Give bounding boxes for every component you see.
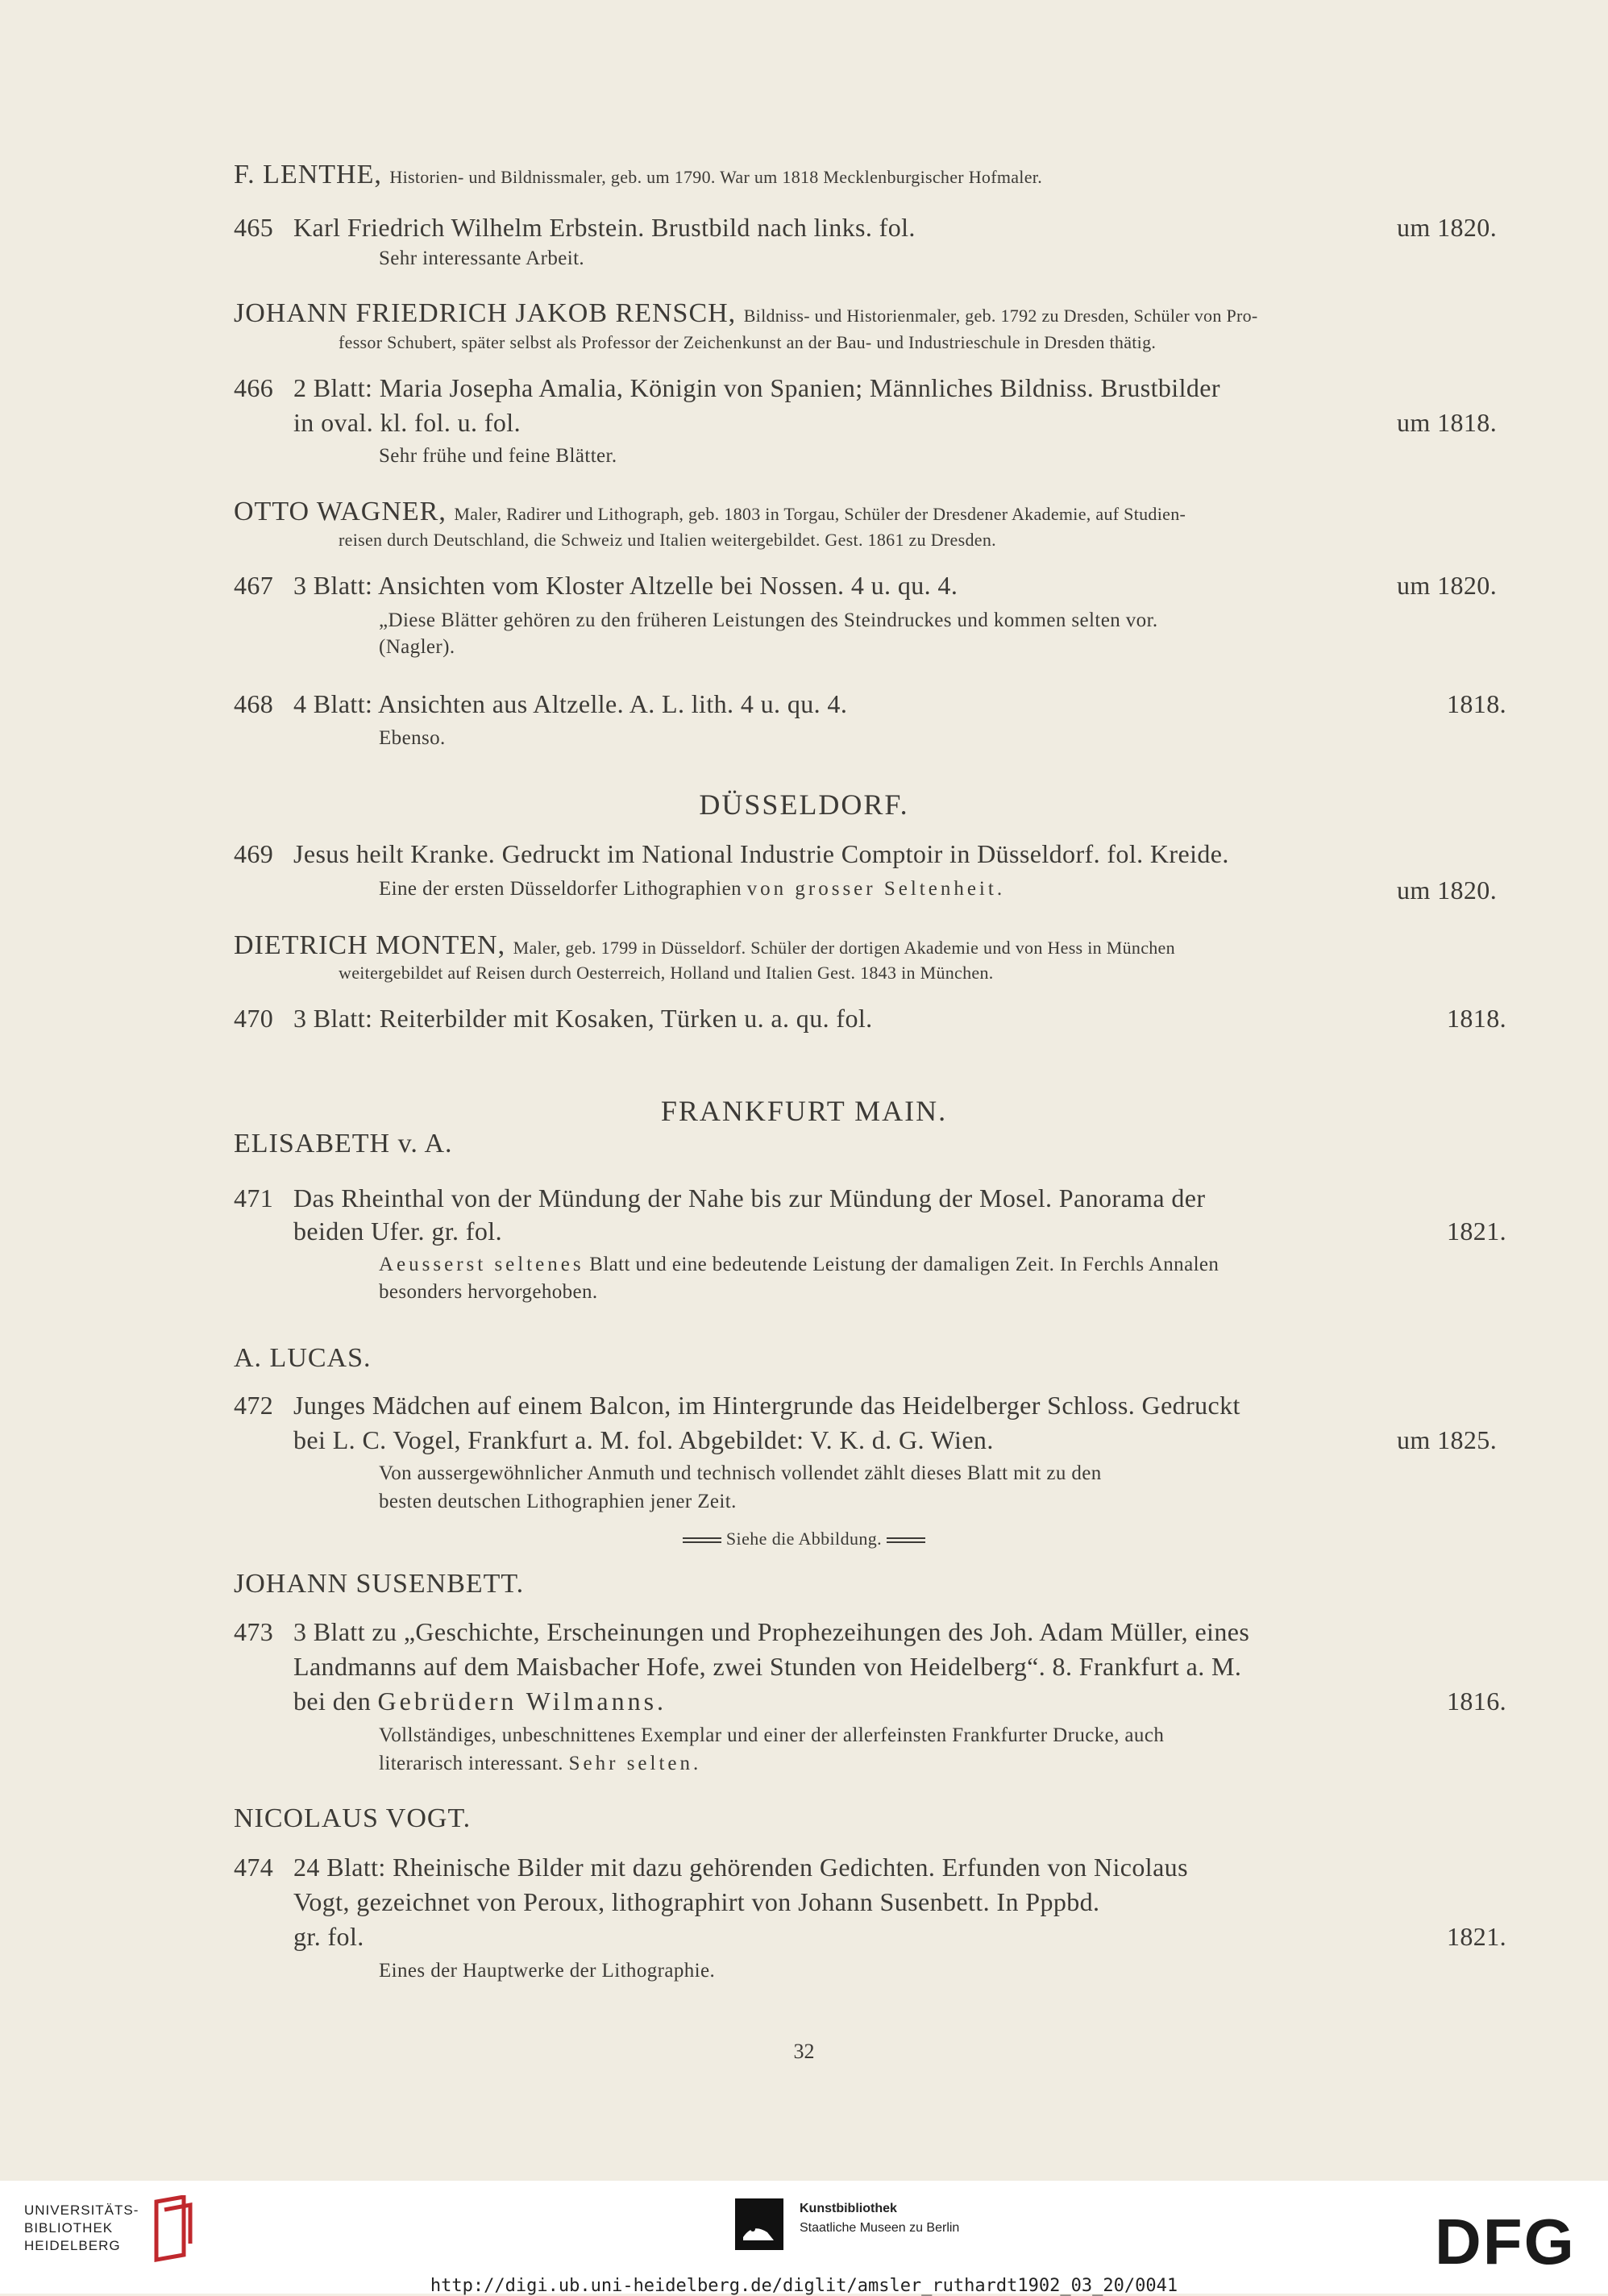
note-text: literarisch interessant. xyxy=(379,1753,563,1774)
note-text: Blatt und eine bedeutende Leistung der damaligen Zeit. In Ferchls Annalen xyxy=(589,1254,1220,1275)
entry-473-line2: Landmanns auf dem Maisbacher Hofe, zwei Stunden von Heidelberg“. 8. Frankfurt a. M. xyxy=(293,1652,1242,1681)
entry-465-note: Sehr interessante Arbeit. xyxy=(379,247,585,269)
entry-473-note-1: Vollständiges, unbeschnittenes Exemplar und einer der allerfeinsten Frankfurter Drucke, auch xyxy=(379,1724,1165,1746)
entry-473-date: 1816. xyxy=(1447,1687,1506,1716)
double-rule-right xyxy=(887,1537,925,1543)
entry-473-note-2 xyxy=(379,1753,701,1774)
uni-name-line-1: UNIVERSITÄTS- xyxy=(24,2202,139,2218)
artist-susenbett: JOHANN SUSENBETT. xyxy=(234,1569,525,1599)
entry-473 xyxy=(234,1619,1249,1645)
artist-name: OTTO WAGNER, xyxy=(234,497,447,526)
artist-bio: Historien- und Bildnissmaler, geb. um 1790. War um 1818 Mecklenburgischer Hofmaler. xyxy=(389,167,1043,187)
artist-monten-bio-cont: weitergebildet auf Reisen durch Oesterreich, Holland und Italien Gest. 1843 in München. xyxy=(339,963,994,983)
artist-rensch-bio-cont: fessor Schubert, später selbst als Professor der Zeichenkunst an der Bau- und Industrieschule in Dresden thätig. xyxy=(339,332,1157,352)
entry-number: 472 xyxy=(234,1391,274,1420)
kunstbibliothek-logo-icon[interactable] xyxy=(735,2198,783,2250)
entry-466-line2: in oval. kl. fol. u. fol. xyxy=(293,408,521,437)
note-emphasis: Sehr selten. xyxy=(568,1753,702,1774)
entry-474-line3: gr. fol. xyxy=(293,1922,364,1951)
entry-465 xyxy=(234,214,916,240)
entry-text: 4 Blatt: Ansichten aus Altzelle. A. L. lith. 4 u. qu. 4. xyxy=(293,689,848,718)
entry-text: 3 Blatt: Reiterbilder mit Kosaken, Türken u. a. qu. fol. xyxy=(293,1004,873,1033)
entry-465-date: um 1820. xyxy=(1397,213,1498,242)
section-heading-duesseldorf: DÜSSELDORF. xyxy=(699,788,909,821)
entry-number: 471 xyxy=(234,1183,274,1212)
kunstbibliothek-name: Kunstbibliothek xyxy=(800,2202,897,2215)
entry-473-line3 xyxy=(293,1688,667,1714)
entry-number: 467 xyxy=(234,571,274,600)
entry-text: Karl Friedrich Wilhelm Erbstein. Brustbild nach links. fol. xyxy=(293,213,916,242)
entry-text: bei den xyxy=(293,1687,372,1716)
entry-number: 473 xyxy=(234,1617,274,1646)
entry-470 xyxy=(234,1005,873,1031)
entry-number: 465 xyxy=(234,213,274,242)
entry-470-date: 1818. xyxy=(1447,1004,1506,1033)
entry-471-date: 1821. xyxy=(1447,1217,1506,1246)
see-illustration-note xyxy=(0,1530,1608,1548)
uni-name-line-2: BIBLIOTHEK xyxy=(24,2220,114,2236)
see-text: Siehe die Abbildung. xyxy=(725,1529,883,1549)
entry-text: Junges Mädchen auf einem Balcon, im Hintergrunde das Heidelberger Schloss. Gedruckt xyxy=(293,1391,1240,1420)
entry-469-date: um 1820. xyxy=(1397,876,1498,905)
section-heading-frankfurt: FRANKFURT MAIN. xyxy=(660,1095,948,1127)
entry-472-note-2: besten deutschen Lithographien jener Zeit. xyxy=(379,1491,737,1512)
entry-466-date: um 1818. xyxy=(1397,408,1498,437)
entry-471-note-1 xyxy=(379,1254,1219,1275)
entry-472-date: um 1825. xyxy=(1397,1425,1498,1454)
entry-emphasis: Gebrüdern Wilmanns. xyxy=(377,1687,667,1716)
entry-text: 24 Blatt: Rheinische Bilder mit dazu gehörenden Gedichten. Erfunden von Nicolaus xyxy=(293,1853,1188,1882)
entry-number: 468 xyxy=(234,689,274,718)
entry-468-date: 1818. xyxy=(1447,689,1506,718)
entry-467-note-2: (Nagler). xyxy=(379,636,455,658)
entry-text: 3 Blatt: Ansichten vom Kloster Altzelle bei Nossen. 4 u. qu. 4. xyxy=(293,571,958,600)
artist-wagner-bio-cont: reisen durch Deutschland, die Schweiz und Italien weitergebildet. Gest. 1861 zu Dresden. xyxy=(339,530,996,550)
double-rule-left xyxy=(683,1537,721,1543)
entry-471-note-2: besonders hervorgehoben. xyxy=(379,1281,598,1303)
entry-468 xyxy=(234,691,847,717)
entry-466 xyxy=(234,375,1220,401)
artist-elisabeth: ELISABETH v. A. xyxy=(234,1129,453,1158)
artist-bio: Bildniss- und Historienmaler, geb. 1792 zu Dresden, Schüler von Pro- xyxy=(743,306,1258,326)
entry-469 xyxy=(234,841,1229,867)
page-number: 32 xyxy=(793,2040,815,2063)
note-emphasis: von grosser Seltenheit. xyxy=(746,878,1006,900)
entry-text: Das Rheinthal von der Mündung der Nahe bis zur Mündung der Mosel. Panorama der xyxy=(293,1183,1206,1212)
entry-text: 2 Blatt: Maria Josepha Amalia, Königin von Spanien; Männliches Bildniss. Brustbilder xyxy=(293,373,1220,402)
artist-name: JOHANN FRIEDRICH JAKOB RENSCH, xyxy=(234,298,737,328)
note-emphasis: Aeusserst seltenes xyxy=(379,1254,584,1275)
entry-474-line2: Vogt, gezeichnet von Peroux, lithographirt von Johann Susenbett. In Pppbd. xyxy=(293,1887,1100,1916)
entry-467-date: um 1820. xyxy=(1397,571,1498,600)
entry-469-note xyxy=(379,879,1005,899)
artist-vogt: NICOLAUS VOGT. xyxy=(234,1803,472,1833)
artist-wagner xyxy=(234,498,1186,526)
entry-474-date: 1821. xyxy=(1447,1922,1506,1951)
entry-number: 470 xyxy=(234,1004,274,1033)
artist-bio: Maler, Radirer und Lithograph, geb. 1803 in Torgau, Schüler der Dresdener Akademie, auf Studien- xyxy=(454,504,1186,524)
artist-rensch xyxy=(234,300,1258,327)
viewer-footer xyxy=(0,2181,1608,2294)
entry-472 xyxy=(234,1392,1240,1418)
entry-466-note: Sehr frühe und feine Blätter. xyxy=(379,445,617,467)
entry-472-line2: bei L. C. Vogel, Frankfurt a. M. fol. Abgebildet: V. K. d. G. Wien. xyxy=(293,1425,994,1454)
entry-number: 474 xyxy=(234,1853,274,1882)
entry-text: 3 Blatt zu „Geschichte, Erscheinungen und Prophezeihungen des Joh. Adam Müller, eines xyxy=(293,1617,1250,1646)
entry-467 xyxy=(234,572,958,598)
entry-number: 466 xyxy=(234,373,274,402)
uni-heidelberg-logo-icon[interactable] xyxy=(152,2195,195,2263)
artist-name: F. LENTHE, xyxy=(234,160,382,189)
artist-lucas: A. LUCAS. xyxy=(234,1343,372,1373)
artist-name: DIETRICH MONTEN, xyxy=(234,930,506,960)
entry-text: Jesus heilt Kranke. Gedruckt im National Industrie Comptoir in Düsseldorf. fol. Kreide. xyxy=(293,839,1229,868)
entry-number: 469 xyxy=(234,839,274,868)
entry-471 xyxy=(234,1185,1205,1211)
kunstbibliothek-subtitle: Staatliche Museen zu Berlin xyxy=(800,2221,960,2235)
artist-bio: Maler, geb. 1799 in Düsseldorf. Schüler der dortigen Akademie und von Hess in München xyxy=(513,938,1175,958)
artist-monten xyxy=(234,932,1175,959)
page-url[interactable]: http://digi.ub.uni-heidelberg.de/diglit/amsler_ruthardt1902_03_20/0041 xyxy=(430,2276,1178,2296)
entry-474-note: Eines der Hauptwerke der Lithographie. xyxy=(379,1960,716,1982)
entry-467-note-1: „Diese Blätter gehören zu den früheren Leistungen des Steindruckes und kommen selten vor. xyxy=(379,609,1158,631)
entry-468-note: Ebenso. xyxy=(379,727,446,749)
dfg-logo[interactable]: DFG xyxy=(1435,2206,1576,2277)
note-text: Eine der ersten Düsseldorfer Lithographien xyxy=(379,878,742,900)
uni-name-line-3: HEIDELBERG xyxy=(24,2238,121,2253)
entry-471-line2: beiden Ufer. gr. fol. xyxy=(293,1217,502,1246)
entry-472-note-1: Von aussergewöhnlicher Anmuth und technisch vollendet zählt dieses Blatt mit zu den xyxy=(379,1462,1102,1484)
entry-474 xyxy=(234,1854,1188,1880)
artist-lenthe xyxy=(234,161,1042,189)
